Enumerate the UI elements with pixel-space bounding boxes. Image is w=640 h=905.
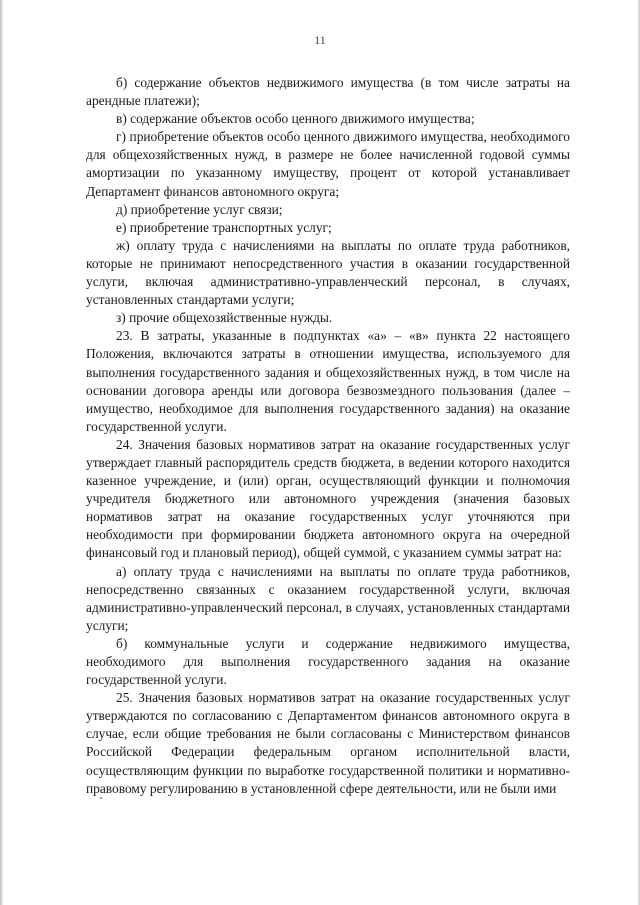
document-body — [86, 74, 570, 798]
clause-24-item-b: б) коммунальные услуги и содержание недвижимого имущества, необходимого для выполнения государственного задания на оказание государственной услуги. — [86, 635, 570, 688]
clause-25: 25. Значения базовых нормативов затрат на оказание государственных услуг утверждаются по согласованию с Департаментом финансов автономного округа в случае, если общие требования не были согласованы с Министерством финансов Российской Федерации федеральным органом исполнительной власти, осуществляющим функции по выработке государственной политики и нормативно-правовому регулированию в установленной сфере деятельности, или не были ими — [86, 690, 570, 796]
paragraph-d-communications: д) приобретение услуг связи; — [116, 201, 283, 217]
paragraph-b-real-estate: б) содержание объектов недвижимого имущества (в том числе затраты на арендные платежи); — [86, 75, 570, 109]
scan-edge-left — [0, 0, 3, 905]
clause-23: 23. В затраты, указанные в подпунктах «а» – «в» пункта 22 настоящего Положения, включаются затраты в отношении имущества, используемого для выполнения государственного задания и общехозяйственных нужд, в том числе на основании договора аренды или договора безвозмездного пользования (далее – имущество, необходимое для выполнения государственного задания) на оказание государственной услуги. — [86, 328, 570, 434]
paragraph-v-movable-property: в) содержание объектов особо ценного движимого имущества; — [116, 111, 475, 127]
clause-24: 24. Значения базовых нормативов затрат на оказание государственных услуг утверждает главный распорядитель средств бюджета, в ведении которого находится казенное учреждение, и (или) орган, осуществляющий функции и полномочия учредителя бюджетного или автономного учреждения (значения базовых нормативов затрат на оказание государственных услуг уточняются при необходимости при формировании бюджета автономного округа на очередной финансовый год и плановый период), общей суммой, с указанием суммы затрат на: — [86, 436, 570, 561]
clause-24-item-a: а) оплату труда с начислениями на выплаты по оплате труда работников, непосредственно связанных с оказанием государственной услуги, включая административно-управленческий персонал, в случаях, установленных стандартами услуги; — [86, 563, 570, 633]
page-number: 11 — [314, 33, 326, 47]
paragraph-g-acquisition: г) приобретение объектов особо ценного движимого имущества, необходимого для общехозяйственных нужд, в размере не более начисленной годовой суммы амортизации по указанному имуществу, процент от которой устанавливает Департамент финансов автономного округа; — [86, 129, 570, 199]
paragraph-e-transport: е) приобретение транспортных услуг; — [116, 219, 332, 235]
paragraph-zh-labor: ж) оплату труда с начислениями на выплаты по оплате труда работников, которые не принимают непосредственного участия в оказании государственной услуги, включая административно-управленческий персонал, в случаях, установленных стандартами услуги; — [86, 237, 570, 308]
paragraph-z-other: з) прочие общехозяйственные нужды. — [116, 310, 333, 326]
